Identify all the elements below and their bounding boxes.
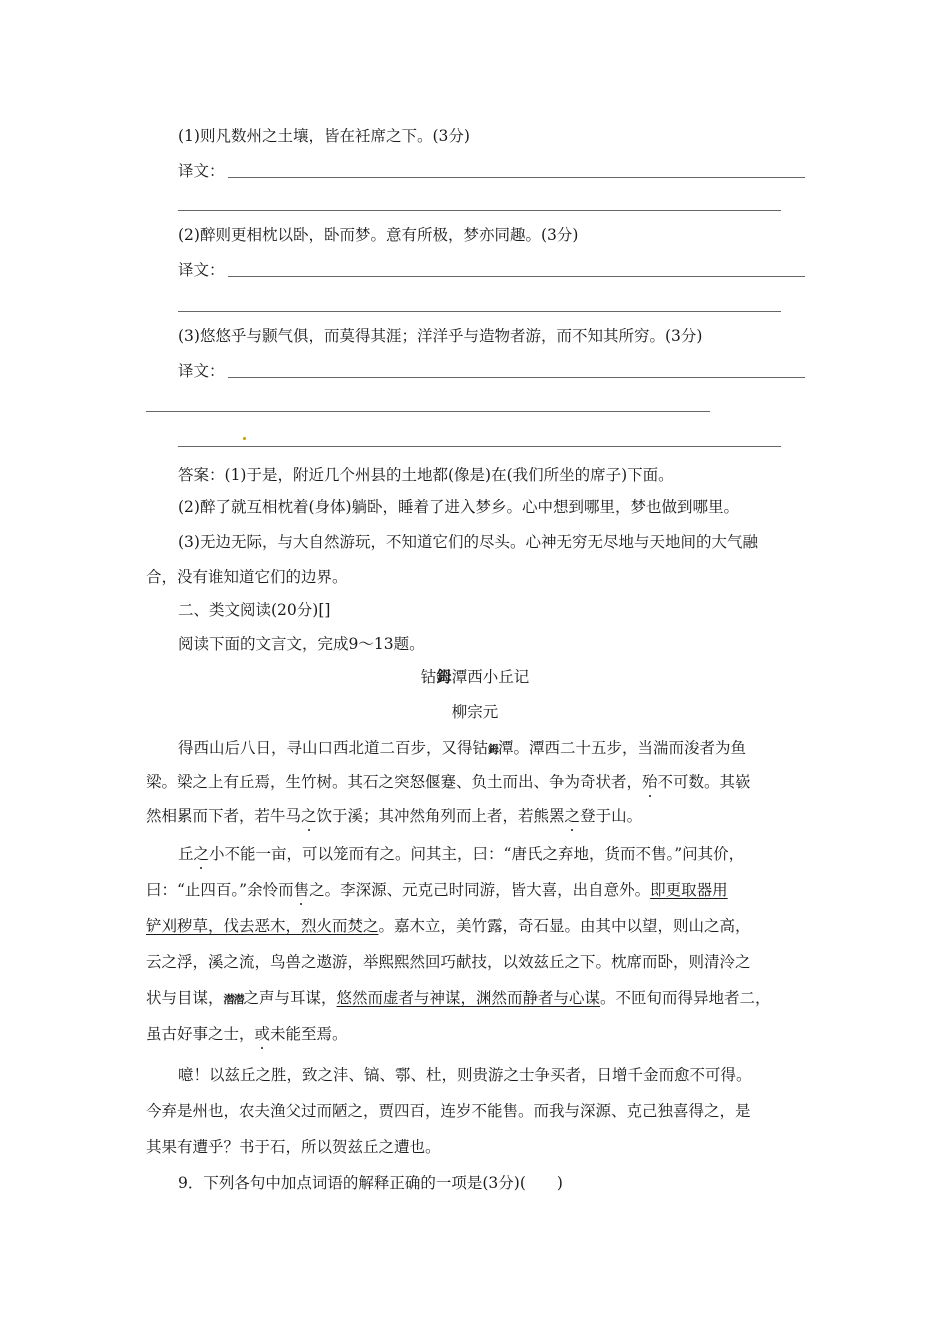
text-span: 饮于溪；其冲然角列而上者，若熊罴 [316, 807, 565, 825]
text-span: 丘 [178, 845, 194, 863]
text-span: 曰：“止四百。”余怜而 [146, 881, 294, 899]
answer-line [146, 411, 710, 412]
answer-1-text: (1)于是，附近几个州县的土地都(像是)在(我们所坐的席子)下面。 [224, 466, 674, 484]
dotted-word: 之 [193, 845, 210, 863]
section-instruction: 阅读下面的文言文，完成9～13题。 [178, 635, 425, 653]
text-span: 梁。梁之上有丘焉，生竹树。其石之突怒偃蹇、负土而出、争为奇状者， [146, 773, 643, 791]
dotted-word: 之 [564, 807, 581, 825]
small-char: 鉧 [488, 743, 499, 756]
article-title [0, 667, 950, 687]
article-author: 柳宗元 [451, 703, 499, 721]
answer-3-line2: 合，没有谁知道它们的边界。 [146, 568, 348, 586]
translation-label-1: 译文： [178, 162, 225, 180]
answer-label: 答案： [178, 466, 225, 484]
para3-line2: 今弃是州也，农夫渔父过而陋之，贾四百，连岁不能售。而我与深源、克己独喜得之，是 [146, 1102, 751, 1120]
para2-line1 [178, 844, 744, 864]
para1-line3 [146, 806, 642, 826]
answer-line [228, 276, 805, 277]
text-span: 虽古好事之士， [146, 1025, 255, 1043]
text-span: 之。李深源、元克己时同游，皆大喜，出自意外。 [309, 881, 651, 899]
text-span: 潭。潭西二十五步，当湍而浚者为鱼 [498, 739, 747, 757]
para2-line6 [146, 1024, 348, 1044]
answer-line [228, 177, 805, 178]
dotted-word: 或 [254, 1025, 271, 1043]
question-9: 9．下列各句中加点词语的解释正确的一项是(3分)( ) [178, 1174, 563, 1192]
question-3: (3)悠悠乎与颢气俱，而莫得其涯；洋洋乎与造物者游，而不知其所穷。(3分) [178, 327, 703, 345]
small-char: 潜潜 [223, 993, 244, 1006]
text-span: 。嘉木立，美竹露，奇石显。由其中以望，则山之高， [378, 917, 751, 935]
para2-line5 [146, 988, 771, 1010]
text-span: 小不能一亩，可以笼而有之。问其主，曰：“唐氏之弃地，货而不售。”问其价， [209, 845, 745, 863]
question-1: (1)则凡数州之土壤，皆在衽席之下。(3分) [178, 127, 470, 145]
answer-line [228, 377, 805, 378]
text-span: 未能至焉。 [270, 1025, 348, 1043]
answer-line [178, 210, 781, 211]
text-span: 。不匝旬而得异地者二， [600, 989, 771, 1007]
title-part: 钴 [420, 668, 437, 686]
underlined-sentence: 铲刈秽草，伐去恶木，烈火而焚之 [146, 917, 379, 935]
para2-line4: 云之浮，溪之流，鸟兽之遨游，举熙熙然回巧献技，以效兹丘之下。枕席而卧，则清泠之 [146, 953, 751, 971]
dotted-word: 售 [293, 881, 310, 899]
translation-label-3: 译文： [178, 362, 225, 380]
dotted-word: 之 [301, 807, 317, 825]
text-span: 之声与耳谋， [243, 989, 337, 1007]
answer-line [178, 311, 781, 312]
para1-line1 [178, 738, 746, 760]
text-span: 不可数。其嵚 [657, 773, 751, 791]
para2-line2 [146, 880, 728, 900]
question-2: (2)醉则更相枕以卧，卧而梦。意有所极，梦亦同趣。(3分) [178, 226, 579, 244]
text-span: 状与目谋， [146, 989, 224, 1007]
answer-line [178, 446, 781, 447]
para1-line2 [146, 772, 751, 792]
section-heading: 二、类文阅读(20分)[] [178, 601, 331, 619]
title-part-bold: 鉧 [436, 667, 452, 686]
text-span: 登于山。 [580, 807, 643, 825]
answer-3-line1: (3)无边无际，与大自然游玩，不知道它们的尽头。心神无穷无尽地与天地间的大气融 [178, 533, 758, 551]
text-span: 然相累而下者，若牛马 [146, 807, 302, 825]
dotted-word: 殆 [642, 773, 658, 791]
para3-line3: 其果有遭乎？书于石，所以贺兹丘之遭也。 [146, 1138, 441, 1156]
underlined-sentence: 悠然而虚者与神谋，渊然而静者与心谋 [336, 989, 601, 1007]
underlined-sentence: 即更取器用 [650, 881, 728, 899]
stray-mark [243, 437, 246, 440]
translation-label-2: 译文： [178, 261, 225, 279]
para2-line3 [146, 916, 751, 936]
title-part: 潭西小丘记 [451, 668, 530, 686]
para3-line1: 噫！以兹丘之胜，致之沣、镐、鄠、杜，则贵游之士争买者，日增千金而愈不可得。 [178, 1066, 752, 1084]
answer-2: (2)醉了就互相枕着(身体)躺卧，睡着了进入梦乡。心中想到哪里，梦也做到哪里。 [178, 498, 740, 516]
text-span: 得西山后八日，寻山口西北道二百步，又得钴 [178, 739, 489, 757]
answer-1 [178, 465, 674, 485]
